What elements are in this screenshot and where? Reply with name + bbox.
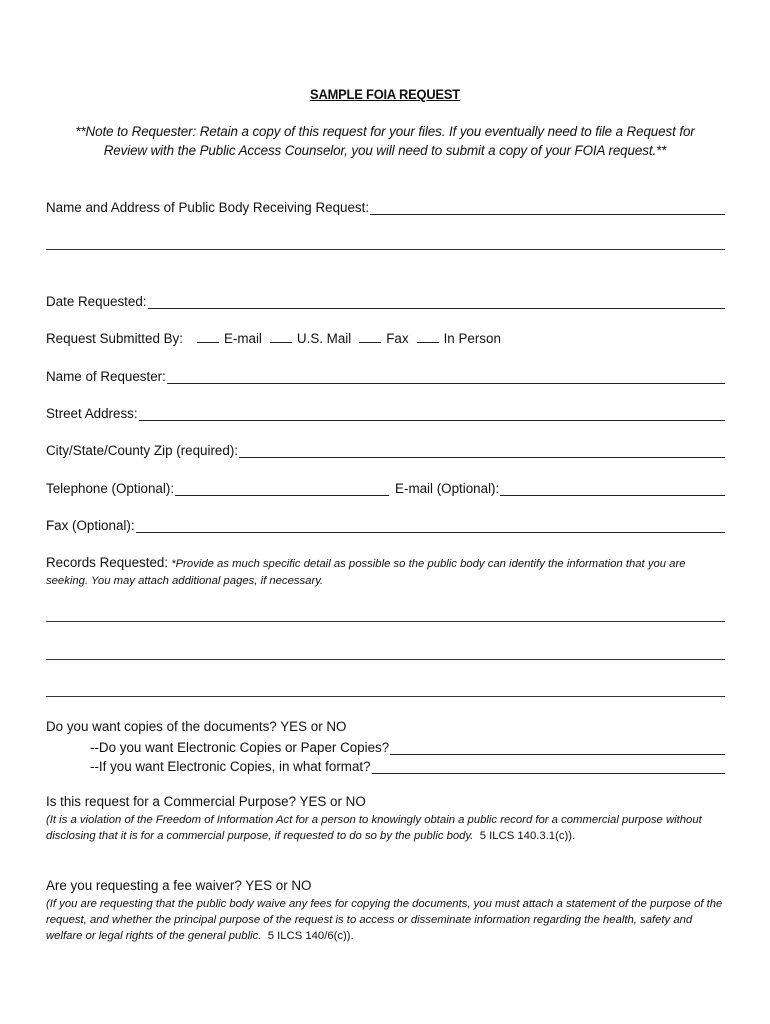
requester-name-row	[46, 366, 725, 384]
requester-note: **Note to Requester: Retain a copy of this request for your files. If you eventually need to file a Request for Review with the Public Access Counselor, you will need to submit a copy of your FOIA request.**	[75, 124, 695, 158]
telephone-field[interactable]	[175, 481, 389, 496]
fax-field[interactable]	[136, 518, 725, 533]
fee-waiver-question: Are you requesting a fee waiver? YES or NO	[46, 878, 312, 893]
city-state-zip-label: City/State/County Zip (required):	[46, 443, 239, 458]
copies-format-field[interactable]	[372, 759, 725, 774]
submitted-by-option-in-person[interactable]	[409, 330, 501, 346]
commercial-note	[46, 812, 726, 844]
submitted-by-row	[46, 328, 725, 346]
commercial-note-text: (It is a violation of the Freedom of Information Act for a person to knowingly obtain a public record for a commercial purpose without disclosing that it is for a commercial purpose, if requested to do so by the public body.	[46, 814, 702, 842]
fee-waiver-note	[46, 896, 726, 944]
submitted-by-label: Request Submitted By:	[46, 331, 183, 346]
fee-waiver-citation: 5 ILCS 140/6(c)).	[267, 930, 354, 942]
fax-label: Fax (Optional):	[46, 518, 135, 533]
email-label: E-mail (Optional):	[395, 481, 500, 496]
commercial-citation: 5 ILCS 140.3.1(c)).	[479, 830, 576, 842]
records-requested-block	[46, 554, 726, 590]
option-label: E-mail	[223, 331, 262, 346]
copies-format-row	[90, 756, 725, 774]
public-body-field[interactable]	[370, 200, 725, 215]
street-address-row	[46, 403, 725, 421]
telephone-email-row	[46, 478, 725, 496]
date-requested-label: Date Requested:	[46, 294, 147, 309]
public-body-field-line2[interactable]	[46, 249, 725, 250]
copies-type-label: --Do you want Electronic Copies or Paper Copies?	[90, 740, 390, 755]
submitted-by-option-email[interactable]	[189, 330, 262, 346]
date-requested-row	[46, 291, 725, 309]
records-requested-line-3[interactable]	[46, 696, 725, 697]
public-body-row	[46, 197, 725, 215]
submitted-by-option-fax[interactable]	[351, 330, 408, 346]
fee-waiver-note-text: (If you are requesting that the public body waive any fees for copying the documents, you must attach a statement of the purpose of the request, and whether the principal purpose of the request is to access or disseminate information regarding the health, safety and welfare or legal rights of the general public.	[46, 898, 723, 942]
commercial-question: Is this request for a Commercial Purpose? YES or NO	[46, 794, 366, 809]
street-address-label: Street Address:	[46, 406, 138, 421]
option-blank[interactable]	[417, 330, 439, 343]
records-requested-hint: *Provide as much specific detail as possible so the public body can identify the information that you are seeking. You may attach additional pages, if necessary.	[46, 558, 686, 587]
date-requested-field[interactable]	[148, 294, 726, 309]
copies-type-row	[90, 737, 725, 755]
records-requested-line-2[interactable]	[46, 659, 725, 660]
option-blank[interactable]	[270, 330, 292, 343]
public-body-label: Name and Address of Public Body Receiving Request:	[46, 200, 370, 215]
option-label: U.S. Mail	[296, 331, 352, 346]
fax-row	[46, 515, 725, 533]
copies-question: Do you want copies of the documents? YES or NO	[46, 719, 347, 734]
requester-name-label: Name of Requester:	[46, 369, 166, 384]
records-requested-line-1[interactable]	[46, 621, 725, 622]
option-blank[interactable]	[359, 330, 381, 343]
telephone-label: Telephone (Optional):	[46, 481, 175, 496]
requester-name-field[interactable]	[167, 369, 725, 384]
records-requested-label: Records Requested:	[46, 555, 169, 570]
copies-format-label: --If you want Electronic Copies, in what format?	[90, 759, 371, 774]
page-title: SAMPLE FOIA REQUEST	[310, 86, 460, 102]
street-address-field[interactable]	[139, 406, 725, 421]
city-state-zip-row	[46, 440, 725, 458]
option-blank[interactable]	[197, 330, 219, 343]
option-label: In Person	[443, 331, 501, 346]
copies-type-field[interactable]	[390, 740, 725, 755]
submitted-by-option-mail[interactable]	[262, 330, 351, 346]
option-label: Fax	[386, 331, 409, 346]
city-state-zip-field[interactable]	[239, 443, 725, 458]
email-field[interactable]	[500, 481, 725, 496]
